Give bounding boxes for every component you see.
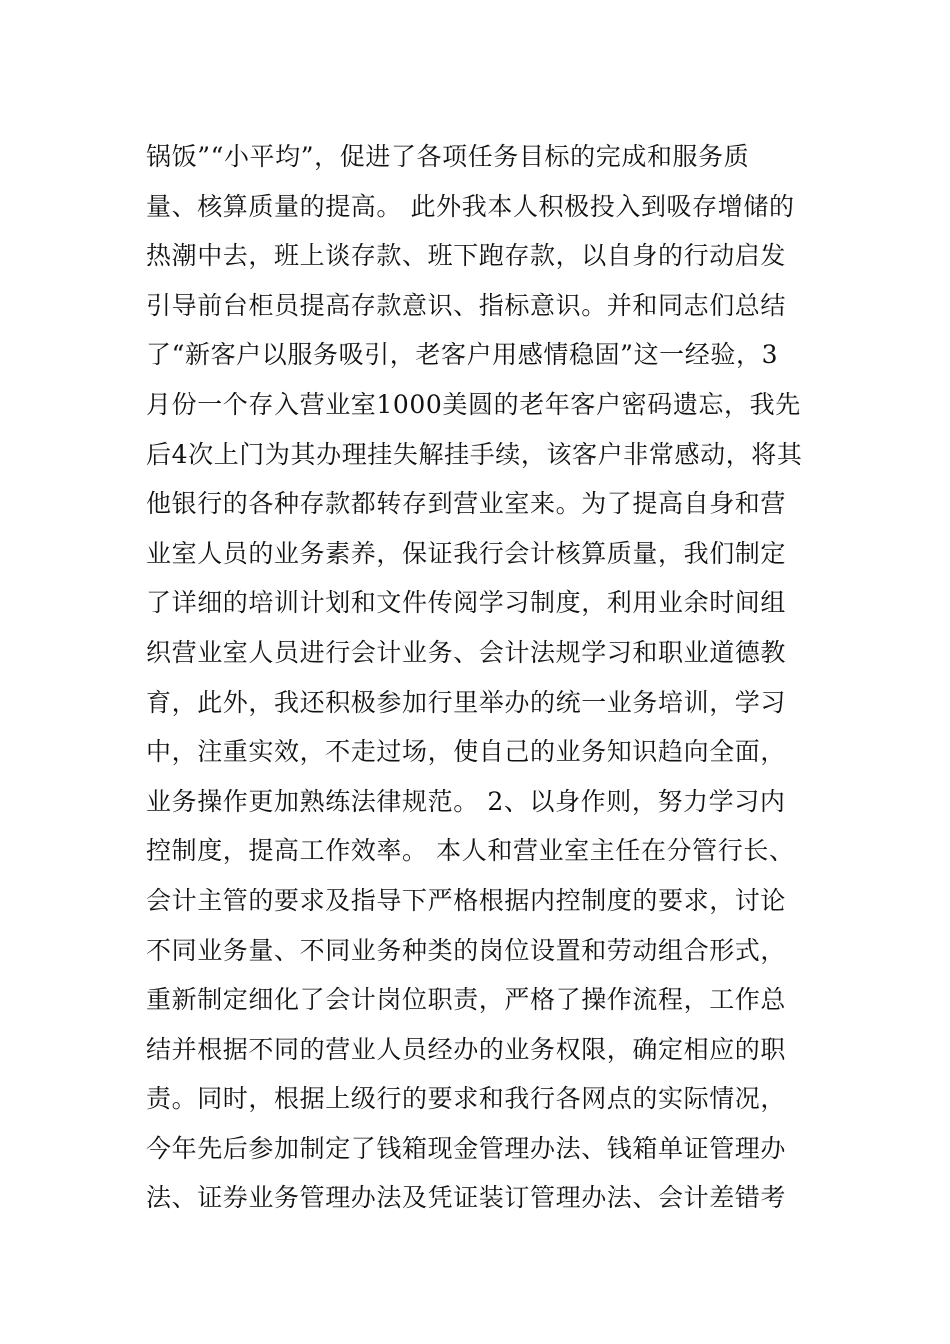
text-line-15: 控制度，提高工作效率。 本人和营业室主任在分管行长、 (146, 836, 795, 866)
text-line-8: 他银行的各种存款都转存到营业室来。为了提高自身和营 (146, 489, 787, 519)
text-line-16: 会计主管的要求及指导下严格根据内控制度的要求，讨论 (146, 885, 787, 915)
text-line-9: 业室人员的业务素养，保证我行会计核算质量，我们制定 (146, 538, 787, 568)
text-line-1: 锅饭”“小平均”，促进了各项任务目标的完成和服务质 (146, 142, 750, 171)
text-line-18: 重新制定细化了会计岗位职责，严格了操作流程，工作总 (146, 985, 787, 1015)
text-line-3: 热潮中去，班上谈存款、班下跑存款，以自身的行动启发 (146, 241, 787, 271)
text-line-20: 责。同时，根据上级行的要求和我行各网点的实际情况， (146, 1084, 787, 1114)
text-line-7: 后4次上门为其办理挂失解挂手续，该客户非常感动，将其 (146, 439, 803, 469)
text-line-21: 今年先后参加制定了钱箱现金管理办法、钱箱单证管理办 (146, 1133, 787, 1163)
text-line-4: 引导前台柜员提高存款意识、指标意识。并和同志们总结 (146, 290, 787, 320)
text-line-11: 织营业室人员进行会计业务、会计法规学习和职业道德教 (146, 637, 787, 667)
text-line-12: 育，此外，我还积极参加行里举办的统一业务培训，学习 (146, 687, 787, 717)
text-line-19: 结并根据不同的营业人员经办的业务权限，确定相应的职 (146, 1034, 787, 1064)
text-line-14: 业务操作更加熟练法律规范。 2、以身作则，努力学习内 (146, 786, 786, 816)
text-line-2: 量、核算质量的提高。 此外我本人积极投入到吸存增储的 (146, 191, 795, 221)
text-line-5: 了“新客户以服务吸引，老客户用感情稳固”这一经验，3 (146, 340, 779, 370)
text-line-10: 了详细的培训计划和文件传阅学习制度，利用业余时间组 (146, 588, 787, 618)
text-line-17: 不同业务量、不同业务种类的岗位设置和劳动组合形式， (146, 935, 787, 965)
text-line-6: 月份一个存入营业室1000美圆的老年客户密码遗忘，我先 (146, 389, 801, 419)
text-line-13: 中，注重实效，不走过场，使自己的业务知识趋向全面， (146, 737, 787, 767)
text-line-22: 法、证券业务管理办法及凭证装订管理办法、会计差错考 (146, 1183, 787, 1213)
body-text (146, 132, 816, 1223)
